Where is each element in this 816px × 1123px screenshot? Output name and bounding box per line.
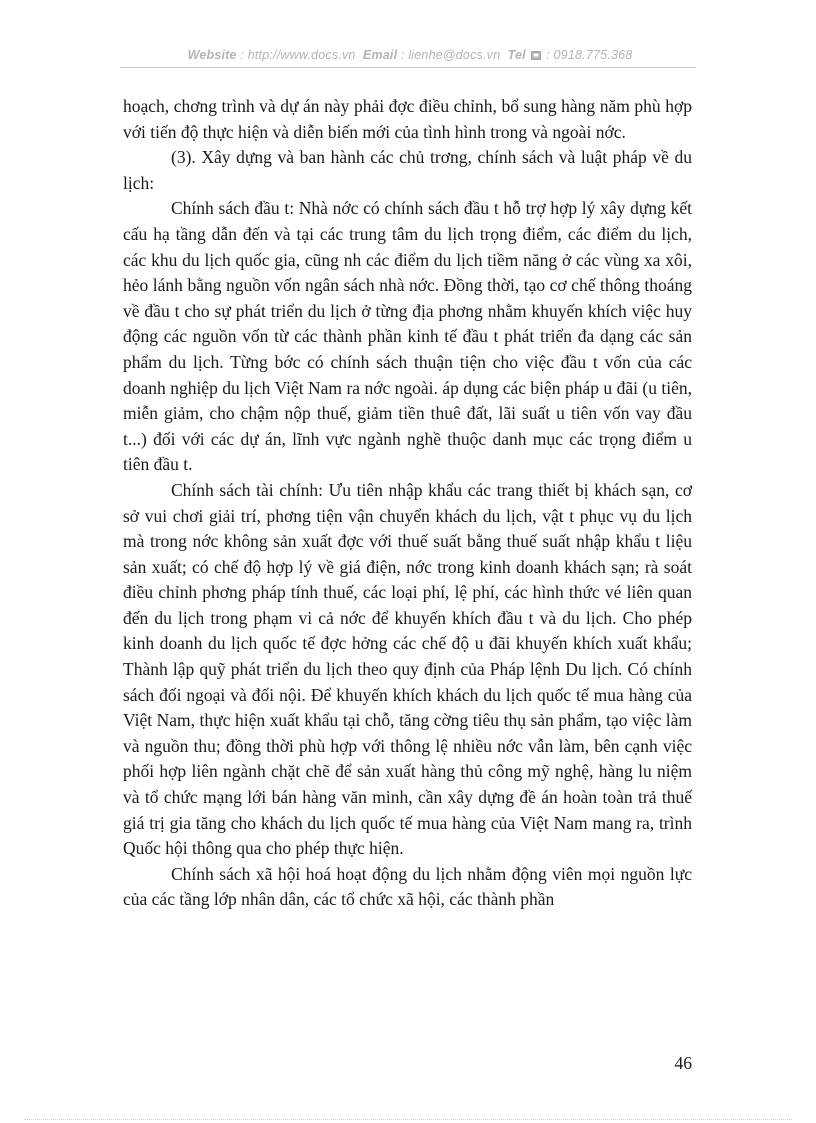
paragraph-socialization-policy: Chính sách xã hội hoá hoạt động du lịch nhằm động viên mọi nguồn lực của các tầng lớp nhân dân, các tổ chức xã hội, các thành phần: [123, 863, 692, 910]
page-bottom-border: [24, 1119, 792, 1120]
paragraph-financial-policy: Chính sách tài chính: Ưu tiên nhập khẩu các trang thiết bị khách sạn, cơ sở vui chơi giải trí, phơng tiện vận chuyển khách du lịch, vật t phục vụ du lịch mà trong nớc không sản xuất đợc với thuế suất bằng thuế suất nhập khẩu t liệu sản xuất; có chế độ hợp lý về giá điện, nớc trong kinh doanh khách sạn; rà soát điều chỉnh phơng pháp tính thuế, các loại phí, lệ phí, các hình thức vé liên quan đến du lịch trong phạm vi cả nớc để khuyến khích đầu t và du lịch. Cho phép kinh doanh du lịch quốc tế đợc hởng các chế độ u đãi khuyến khích xuất khẩu; Thành lập quỹ phát triển du lịch theo quy định của Pháp lệnh Du lịch. Có chính sách đối ngoại và đối nội. Để khuyến khích khách du lịch quốc tế mua hàng của Việt Nam, thực hiện xuất khẩu tại chỗ, tăng cờng tiêu thụ sản phẩm, tạo việc làm và nguồn thu; đồng thời phù hợp với thông lệ nhiều nớc vẫn làm, bên cạnh việc phối hợp liên ngành chặt chẽ để sản xuất hàng thủ công mỹ nghệ, hàng lu niệm và tổ chức mạng lới bán hàng văn minh, cần xây dựng đề án hoàn toàn trả thuế giá trị gia tăng cho khách du lịch quốc tế mua hàng của Việt Nam mang ra, trình Quốc hội thông qua cho phép thực hiện.: [123, 479, 692, 859]
page-number: 46: [674, 1053, 692, 1073]
tel-value: : 0918.775.368: [546, 48, 633, 62]
email-value: : lienhe@docs.vn: [400, 48, 501, 62]
telephone-icon: [531, 51, 541, 60]
email-label: Email: [362, 48, 398, 62]
website-value: : http://www.docs.vn: [240, 48, 356, 62]
header-divider: [120, 67, 696, 68]
website-label: Website: [187, 48, 237, 62]
paragraph-investment-policy: Chính sách đầu t: Nhà nớc có chính sách đầu t hỗ trợ hợp lý xây dựng kết cấu hạ tầng dẫn đến và tại các trung tâm du lịch trọng điểm, các điểm du lịch, các khu du lịch quốc gia, cũng nh các điểm du lịch tiềm năng ở các vùng xa xôi, hẻo lánh bằng nguồn vốn ngân sách nhà nớc. Đồng thời, tạo cơ chế thông thoáng về đầu t cho sự phát triển du lịch ở từng địa phơng nhằm khuyến khích việc huy động các nguồn vốn từ các thành phần kinh tế đầu t phát triển đa dạng các sản phẩm du lịch. Từng bớc có chính sách thuận tiện cho việc đầu t vốn của các doanh nghiệp du lịch Việt Nam ra nớc ngoài. áp dụng các biện pháp u đãi (u tiên, miễn giảm, cho chậm nộp thuế, giảm tiền thuê đất, lãi suất u tiên vốn vay đầu t...) đối với các dự án, lĩnh vực ngành nghề thuộc danh mục các trọng điểm u tiên đầu t.: [123, 198, 692, 475]
paragraph-section-heading: (3). Xây dựng và ban hành các chủ trơng, chính sách và luật pháp về du lịch:: [123, 147, 692, 193]
tel-label: Tel: [507, 48, 526, 62]
page-header: [124, 48, 696, 62]
document-body: [123, 94, 692, 913]
paragraph-continuation: hoạch, chơng trình và dự án này phải đợc điều chỉnh, bổ sung hàng năm phù hợp với tiến độ thực hiện và diễn biến mới của tình hình trong và ngoài nớc.: [123, 96, 692, 142]
